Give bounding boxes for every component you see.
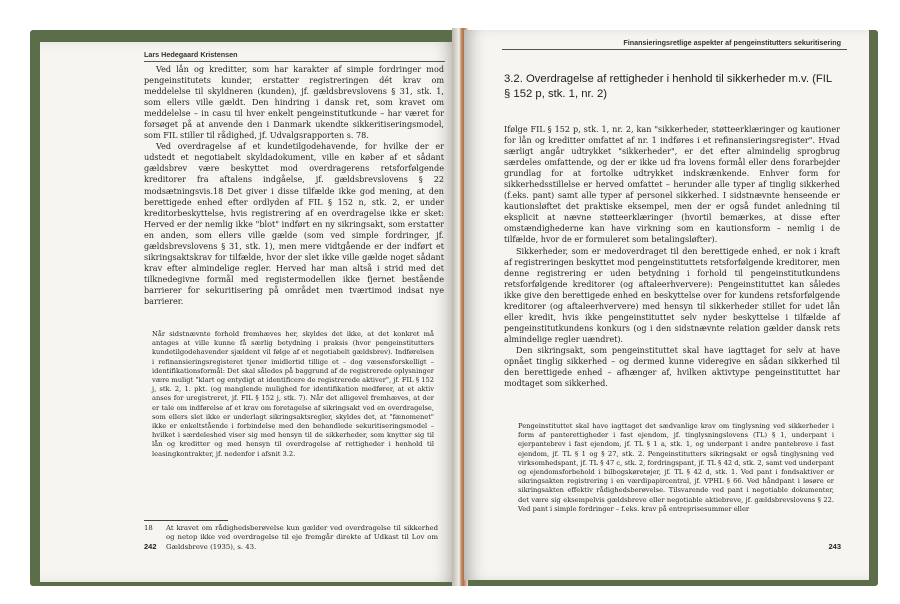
left-page: [40, 42, 455, 582]
page-number-right: 243: [828, 542, 841, 551]
footnote-text: At kravet om rådighedsberøvelse kun gælder ved overdragelse til sikkerhed og netop ikke ved overdragelse til eje fremgår direkte af Udkast til Lov om Gældsbreve (1935), s. 43.: [166, 524, 438, 551]
left-body-text: [144, 64, 444, 307]
running-head-right: Finansieringsretlige aspekter af pengeinstitutters sekuritisering: [623, 38, 841, 47]
paragraph: Ved overdragelse af et kundetilgodehavende, for hvilke der er udstedt et negotiabelt skyldadokument, ville en køber af et sådant gældsbrev være beskyttet mod overdragerens retsforfølgende kreditorer fra aftalens indgåelse, jf. gældsbrevslovens § 22 modsætningsvis.18 Det giver i disse tilfælde ikke god mening, at den berettigede enhed efter ordlyden af FIL § 152 n, stk. 2, er under kreditorbeskyttelse, hvis registrering af en overdragelse ikke er sket: Herved er der nemlig ikke "blot" indført en ny sikringsakt, som erstatter en anden, som ellers ville gælde (som ved simple fordringer, jf. gældsbrevslovens § 31, stk. 1), men mere vidtgående er der indført et sikringsaktskrav for tilfælde, hvor der slet ikke ville gælde noget sådant krav efter almindelige regler. Herved har man altså i strid med det tilknedegivne formål med registermodellen ikke fjernet bestående barrierer for sekuritisering på området men tværtimod indsat nye barrierer.: [144, 141, 444, 306]
running-head-left: Lars Hedegaard Kristensen: [144, 50, 238, 59]
right-body-text: [504, 124, 840, 389]
right-note-block: [518, 422, 834, 514]
note-paragraph: Når sidstnævnte forhold fremhæves her, skyldes det ikke, at det konkret må antages at ville kunne få særlig betydning i praksis (hvor pengeinstitutters kundetilgodehavender sjældent vil følge af et negotiabelt gældsbrev). Indførelsen i refinansieringsregisteret tjener imidlertid tillige et – dog væsensforskelligt – identifikationsformål: Det skal således på baggrund af de registrerede oplysninger være muligt "klart og entydigt at identificere de registrerede aktiver", jf. FIL § 152 j, stk. 2, 1. pkt. (og manglende mulighed for identifikation medfører, at et aktiv anses for uregistreret, jf. FIL § 152 j, stk. 7). Når det alligevel fremhæves, at der er tale om indførelse af et krav om foretagelse af sikringsakt ved en overdragelse, som ellers slet ikke er underlagt sikringsaktsregler, skyldes det, at "fænomenet" ikke er enkeltstående i forbindelse med den behandlede sekuritiseringsmodel – hvilket i særdeleshed viser sig med hensyn til de sikkerheder, som knytter sig til lån og kreditter og med hensyn til overdragelse af rettigheder i henhold til leasingkontrakter, jf. nedenfor i afsnit 3.2.: [152, 330, 434, 458]
footnote: [144, 524, 444, 552]
header-rule-right: [502, 49, 847, 50]
footnote-rule: [144, 520, 228, 521]
right-page: [464, 30, 869, 580]
left-note-block: [152, 330, 434, 459]
paragraph: Sikkerheder, som er medoverdraget til den berettigede enhed, er nok i kraft af registreringen beskyttet mod pengeinstituttets retsforfølgende kreditorer, men denne registrering er uden betydning i forhold til pengeinstitutkundens retsforfølgende kreditorer (og aftaleerhververe): Pengeinstituttet kan således ikke give den berettigede enhed en beskyttelse over for kundens retsforfølgende kreditorer (og aftaleerhververe) med hensyn til sikkerheder stillet for udet lån eller kredit, hvis ikke pengeinstituttet selv nyder beskyttelse i tilfælde af pengeinstitutkundens konkurs (og i den sidstnævnte relation gælder dansk rets almindelige regler uændret).: [504, 245, 840, 344]
header-rule-left: [144, 61, 445, 62]
page-number-left: 242: [144, 542, 157, 551]
paragraph: Den sikringsakt, som pengeinstituttet skal have iagttaget for selv at have opnået tinglig sikkerhed – og dermed kunne videregive en sådan sikkerhed til den berettigede enhed – afhænger af, hvilken aktivtype pengeinstituttet har modtaget som sikkerhed.: [504, 344, 840, 389]
paragraph: Ved lån og kreditter, som har karakter af simple fordringer mod pengeinstitutets kunder, erstatter registreringen dét krav om meddelelse til skyldneren (kunden), jf. gældsbrevslovens § 31, stk. 1, som ellers ville gældt. Den hindring i dansk ret, som kravet om meddelelse – in casu til hver enkelt pengeinstitutkunde – har været for forsøget på at anvende den i Danmark ukendte sikkeritiseringsmodel, som FIL stiller til rådighed, jf. Udvalgsrapporten s. 78.: [144, 64, 444, 141]
paragraph: Ifølge FIL § 152 p, stk. 1, nr. 2, kan "sikkerheder, støtteerklæringer og kautioner for lån og kreditter omfattet af nr. 1 indføres i et refinansieringsregister". Hvad særligt angår udtrykket "sikkerheder", er det efter almindelig sprogbrug særdeles omfattende, og der er ikke ud fra lovens formål eller dens forarbejder grundlag for at fortolke udtrykket indskrænkende. Enhver form for sikkerhedsstillelse er herved omfattet – herunder alle typer af tinglig sikkerhed (f.eks. pant) samt alle typer af personel sikkerhed. I sidstnævnte henseende er kautionsløftet det praktiske eksempel, men der er også fundet anledning til eksplicit at nævne støtteerklæringer (hvortil bemærkes, at disse efter omstændighederne kan have virkning som en kautionsform – nemlig i de tilfælde, hvor de er formuleret som betalingsløfter).: [504, 124, 840, 245]
note-paragraph: Pengeinstituttet skal have iagttaget det sædvanlige krav om tinglysning ved sikkerheder i form af panterettigheder i fast ejendom, jf. tinglysningslovens (TL) § 1, underpant i ejerpantebrev i fast ejendom, jf. TL § 1 a, stk. 1, og underpant i andre pantebreve i fast ejendom, jf. TL § 1 og § 27, stk. 2. Pengeinstitutters sikringsakt er også tinglysning ved virksomhedspant, jf. TL § 47 c, stk. 2, fordringspant, jf. TL § 42 d, stk. 2, samt ved underpant og ejendomsforbehold i bilbogskøretøjer, jf. TL § 42 d, stk. 1. Ved pant i fondsaktiver er sikringsakten registrering i en værdipapircentral, jf. VPHL § 66. Ved håndpant i løsøre er sikringsakten effektiv rådighedsberøvelse. Tilsvarende ved pant i negotiable dokumenter, det være sig eksempelvis gældsbreve eller negotiable aktiebreve, jf. gældsbrevslovens § 22. Ved pant i simple fordringer – f.eks. krav på entreprisesummer eller: [518, 422, 834, 513]
section-heading: 3.2. Overdragelse af rettigheder i henhold til sikkerheder m.v. (FIL § 152 p, stk. 1, nr. 2): [504, 73, 832, 100]
footnote-number: 18: [144, 524, 153, 532]
